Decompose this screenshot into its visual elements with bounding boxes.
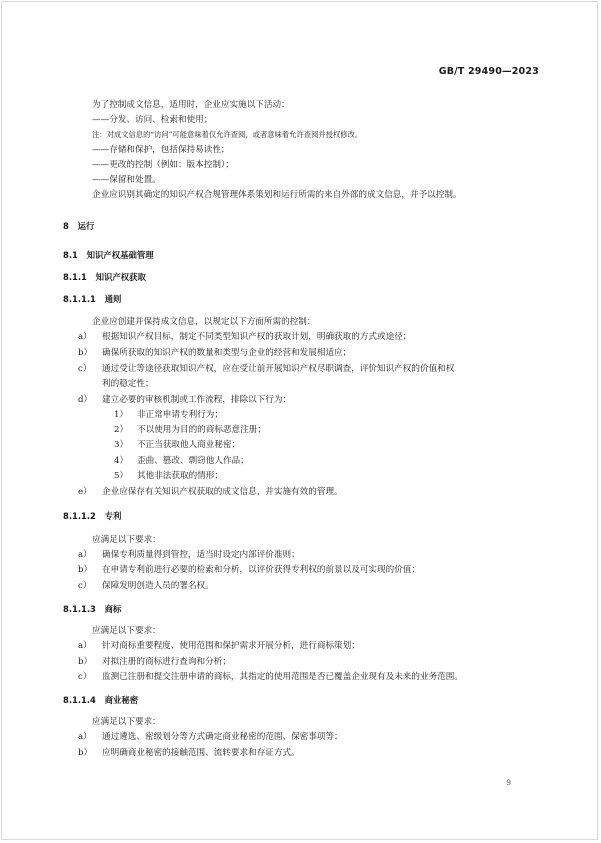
section-number: 8.1.1.1: [63, 294, 96, 304]
section-title: 通则: [104, 294, 122, 304]
list-item: 确保所获取的知识产权的数量和类型与企业的经营和发展相适应；: [102, 348, 352, 358]
list-marker: a）: [78, 641, 92, 651]
paragraph: 企业应创建并保持成文信息，以规定以下方面所需的控制：: [92, 317, 316, 327]
list-item: 建立必要的审核机制或工作流程，排除以下行为：: [102, 395, 292, 405]
list-marker: c）: [78, 672, 92, 682]
list-marker: b）: [78, 748, 93, 758]
section-number: 8.1.1: [63, 272, 87, 282]
list-item: 通过遴选、密级划分等方式确定商业秘密的范围、保密事项等；: [102, 732, 343, 742]
list-item: 在申请专利前进行必要的检索和分析，以评价获得专利权的前景以及可实现的价值；: [102, 565, 420, 575]
list-marker: a）: [78, 732, 92, 742]
sublist-item: 不以使用为目的的商标恶意注册；: [137, 425, 266, 435]
sublist-marker: 2）: [114, 425, 129, 435]
list-marker: e）: [78, 487, 92, 497]
section-title: 知识产权基础管理: [86, 250, 154, 260]
section-number: 8: [63, 221, 69, 231]
section-number: 8.1.1.2: [63, 511, 96, 521]
intro-dash-item: ——存储和保护，包括保持易读性；: [92, 145, 230, 155]
list-item: 对拟注册的商标进行查询和分析；: [102, 657, 231, 667]
list-marker: a）: [78, 550, 92, 560]
section-heading: [63, 293, 121, 305]
list-item: 针对商标重要程度、使用范围和保护需求开展分析，进行商标策划；: [102, 641, 360, 651]
intro-dash-item: ——保留和处置。: [92, 175, 161, 185]
list-marker: b）: [78, 657, 93, 667]
section-number: 8.1: [63, 250, 78, 260]
list-marker: c）: [78, 364, 92, 374]
section-heading: [63, 603, 121, 615]
standard-number: GB/T 29490—2023: [438, 66, 539, 77]
list-item: 通过受让等途径获取知识产权，应在受让前开展知识产权尽职调查，评价知识产权的价值和权: [102, 364, 455, 374]
intro-dash-item: ——更改的控制（例如：版本控制）；: [92, 160, 234, 170]
intro-dash-item: ——分发、访问、检索和使用；: [92, 115, 213, 125]
list-marker: c）: [78, 581, 92, 591]
section-heading: [63, 694, 138, 706]
list-item: 根据知识产权目标，制定不同类型知识产权的获取计划，明确获取的方式或途径；: [102, 332, 412, 342]
intro-note: 注：对成文信息的“访问”可能意味着仅允许查阅，或者意味着允许查阅并授权修改。: [92, 130, 363, 139]
paragraph: 应满足以下要求：: [92, 626, 161, 636]
sublist-marker: 3）: [114, 440, 129, 450]
list-item: 监测已注册和提交注册申请的商标，其指定的使用范围是否已覆盖企业现有及未来的业务范围。: [102, 672, 463, 682]
section-heading: [63, 249, 154, 261]
sublist-marker: 1）: [114, 410, 129, 420]
sublist-item: 不正当获取他人商业秘密；: [137, 440, 241, 450]
list-item: 应明确商业秘密的接触范围、流转要求和存证方式。: [102, 748, 300, 758]
list-item: 确保专利质量得到管控，适当时设定内部评价准则；: [102, 550, 300, 560]
section-heading: [63, 271, 146, 283]
section-number: 8.1.1.4: [63, 695, 96, 705]
list-marker: b）: [78, 348, 93, 358]
list-item: 保障发明创造人员的署名权。: [102, 581, 214, 591]
intro-line: 为了控制成文信息，适用时，企业应实施以下活动：: [92, 100, 290, 110]
section-heading: [63, 510, 121, 522]
sublist-item: 非正常申请专利行为；: [137, 410, 223, 420]
section-heading: [63, 220, 94, 232]
list-marker: a）: [78, 332, 92, 342]
list-marker: d）: [78, 395, 93, 405]
sublist-item: 歪曲、篡改、剽窃他人作品；: [137, 456, 249, 466]
sublist-marker: 4）: [114, 456, 129, 466]
list-item-continuation: 利的稳定性；: [102, 379, 154, 389]
intro-line: 企业应识别其确定的知识产权合规管理体系策划和运行所需的来自外部的成文信息，并予以控制。: [92, 190, 462, 200]
section-number: 8.1.1.3: [63, 604, 96, 614]
section-title: 商标: [104, 604, 122, 614]
paragraph: 应满足以下要求：: [92, 535, 161, 545]
sublist-marker: 5）: [114, 471, 129, 481]
section-title: 专利: [104, 511, 122, 521]
paragraph: 应满足以下要求：: [92, 717, 161, 727]
page-frame: [1, 1, 598, 840]
section-title: 知识产权获取: [95, 272, 146, 282]
page-number: 9: [506, 778, 511, 787]
sublist-item: 其他非法获取的情形；: [137, 471, 223, 481]
section-title: 商业秘密: [104, 695, 139, 705]
list-item: 企业应保存有关知识产权获取的成文信息，并实施有效的管理。: [102, 487, 343, 497]
list-marker: b）: [78, 565, 93, 575]
section-title: 运行: [77, 221, 95, 231]
